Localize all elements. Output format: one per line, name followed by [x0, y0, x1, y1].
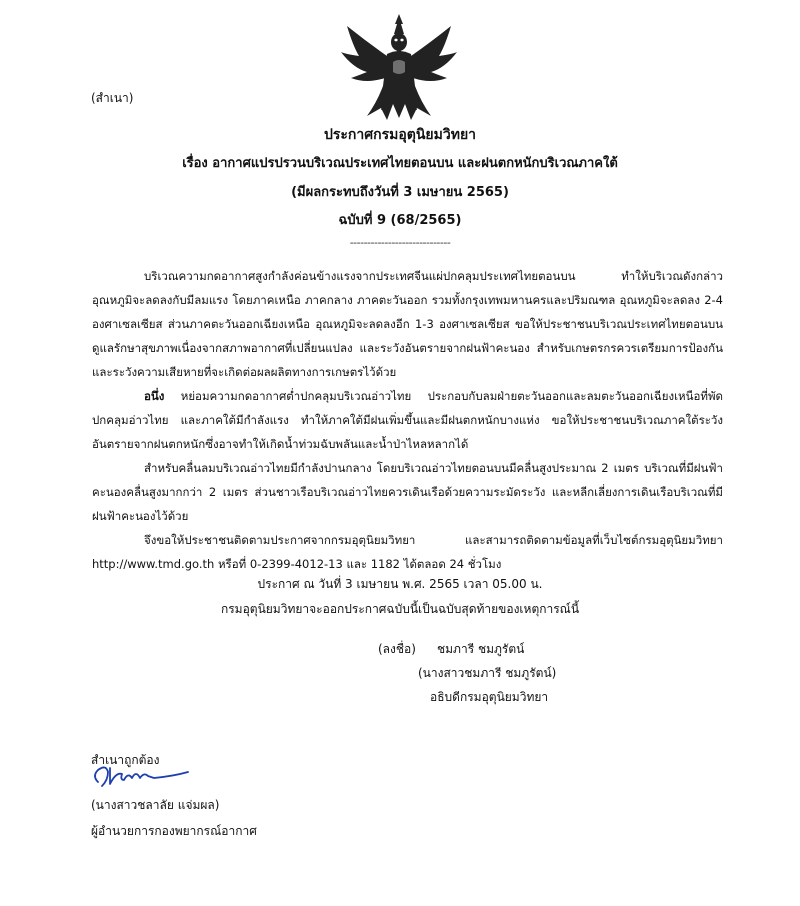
- paragraph-4: จึงขอให้ประชาชนติดตามประกาศจากกรมอุตุนิยมวิทยา และสามารถติดตามข้อมูลที่เว็บไซต์กรมอุตุนิยมวิทยา http://www.tmd.go.th หรือที่ 0-2399-4012-13 และ 1182 ได้ตลอด 24 ชั่วโมง: [92, 533, 723, 571]
- sign-label: (ลงชื่อ): [378, 642, 416, 656]
- final-note: กรมอุตุนิยมวิทยาจะออกประกาศฉบับนี้เป็นฉบับสุดท้ายของเหตุการณ์นี้: [220, 602, 580, 616]
- paragraph-3: สำหรับคลื่นลมบริเวณอ่าวไทยมีกำลังปานกลาง โดยบริเวณอ่าวไทยตอนบนมีคลื่นสูงประมาณ 2 เมตร บริเวณที่มีฝนฟ้าคะนองคลื่นสูงมากกว่า 2 เมตร ส่วนชาวเรือบริเวณอ่าวไทยควรเดินเรือด้วยความระมัดระวัง และหลีกเลี่ยงการเดินเรือบริเวณที่มีฝนฟ้าคะนองไว้ด้วย: [92, 461, 723, 523]
- signer-name: ชมภารี ชมภูรัตน์: [437, 642, 525, 656]
- announce-date: ประกาศ ณ วันที่ 3 เมษายน พ.ศ. 2565 เวลา 05.00 น.: [257, 577, 543, 591]
- signer-full-name: (นางสาวชมภารี ชมภูรัตน์): [418, 666, 557, 680]
- document-subject: เรื่อง อากาศแปรปรวนบริเวณประเทศไทยตอนบน และฝนตกหนักบริเวณภาคใต้: [182, 156, 618, 171]
- garuda-emblem: [337, 12, 461, 124]
- signer-title: อธิบดีกรมอุตุนิยมวิทยา: [430, 690, 549, 704]
- document-title: ประกาศกรมอุตุนิยมวิทยา: [323, 127, 477, 143]
- paragraph-2: [92, 384, 723, 456]
- divider: -----------------------------: [349, 236, 451, 249]
- paragraph-2-lead: อนึ่ง: [144, 389, 165, 403]
- effective-date: (มีผลกระทบถึงวันที่ 3 เมษายน 2565): [291, 185, 509, 200]
- copy-mark: (สำเนา): [91, 91, 134, 105]
- handwritten-signature: [84, 760, 194, 790]
- paragraph-1: บริเวณความกดอากาศสูงกำลังค่อนข้างแรงจากประเทศจีนแผ่ปกคลุมประเทศไทยตอนบน ทำให้บริเวณดังกล่าว อุณหภูมิจะลดลงกับมีลมแรง โดยภาคเหนือ ภาคกลาง ภาคตะวันออก รวมทั้งกรุงเทพมหานครและปริมณฑล อุณหภูมิจะลดลง 2-4 องศาเซลเซียส ส่วนภาคตะวันออกเฉียงเหนือ อุณหภูมิจะลดลงอีก 1-3 องศาเซลเซียส ขอให้ประชาชนบริเวณประเทศไทยตอนบนดูแลรักษาสุขภาพเนื่องจากสภาพอากาศที่เปลี่ยนแปลง และระวังอันตรายจากฝนฟ้าคะนอง สำหรับเกษตรกรควรเตรียมการป้องกันและระวังความเสียหายที่จะเกิดต่อผลผลิตทางการเกษตรไว้ด้วย: [92, 269, 723, 379]
- certifier-title: ผู้อำนวยการกองพยากรณ์อากาศ: [91, 824, 257, 838]
- paragraph-2-text: หย่อมความกดอากาศต่ำปกคลุมบริเวณอ่าวไทย ประกอบกับลมฝ่ายตะวันออกและลมตะวันออกเฉียงเหนือที่พัดปกคลุมอ่าวไทย และภาคใต้มีกำลังแรง ทำให้ภาคใต้มีฝนเพิ่มขึ้นและมีฝนตกหนักบางแห่ง ขอให้ประชาชนบริเวณภาคใต้ระวังอันตรายจากฝนตกหนักซึ่งอาจทำให้เกิดน้ำท่วมฉับพลันและน้ำป่าไหลหลากได้: [92, 389, 723, 451]
- certifier-name: (นางสาวชลาลัย แจ่มผล): [91, 798, 220, 812]
- issue-number: ฉบับที่ 9 (68/2565): [338, 213, 462, 228]
- certified-copy-label: สำเนาถูกต้อง: [91, 753, 160, 767]
